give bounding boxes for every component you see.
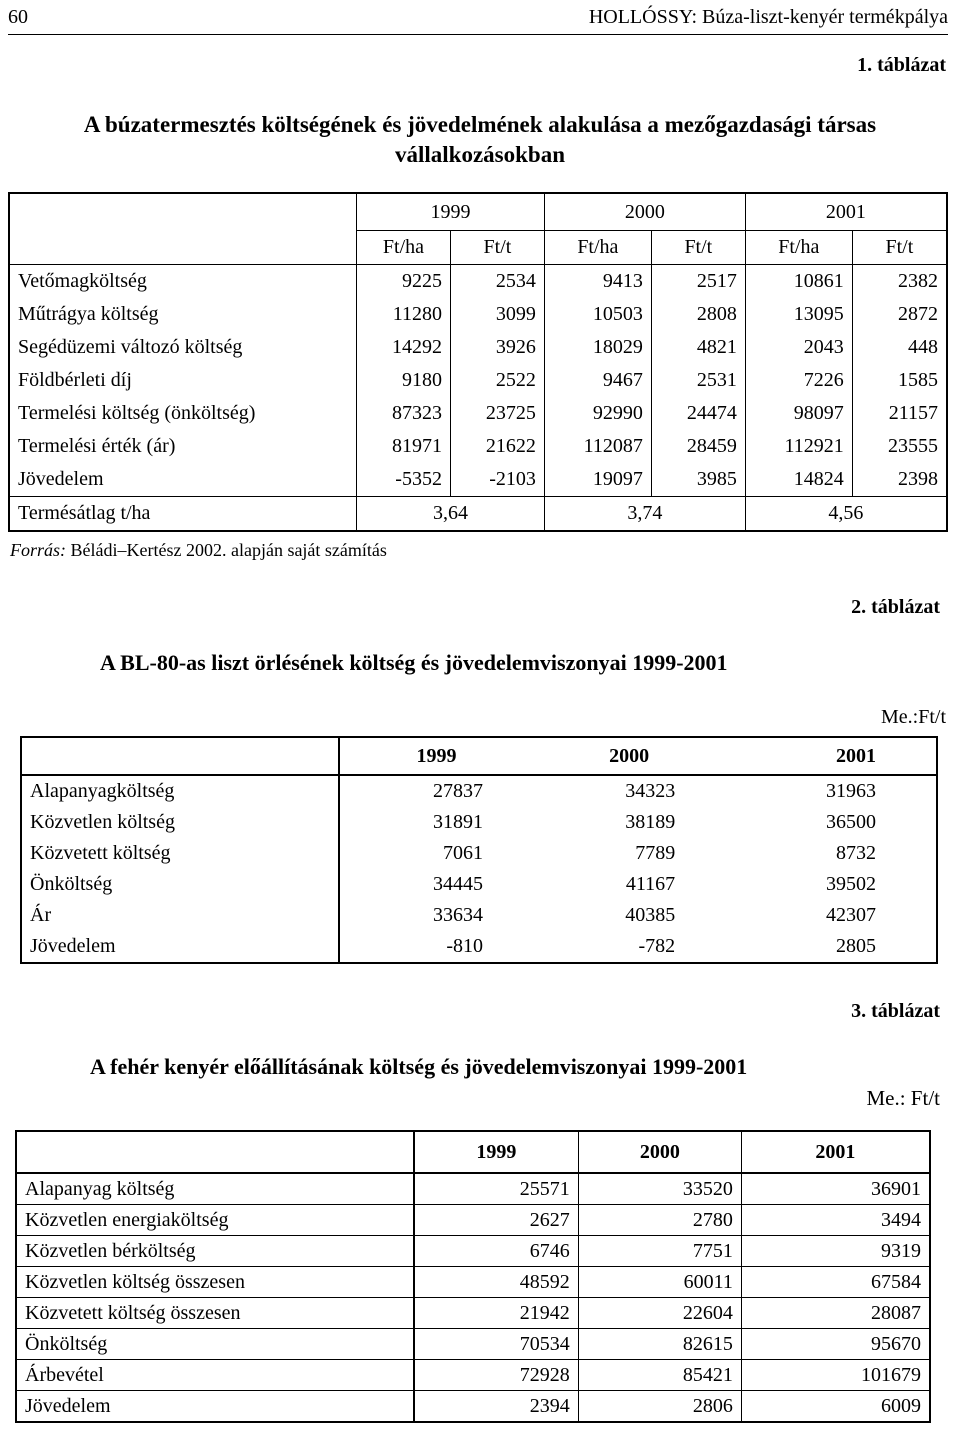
cell-value: 3926 (450, 331, 544, 364)
table3-unit: Me.: Ft/t (866, 1086, 940, 1110)
cell-value: 92990 (544, 397, 651, 430)
table-row (21, 931, 937, 963)
cell-value: 70534 (414, 1329, 578, 1360)
table-row (16, 1329, 930, 1360)
table-row (9, 265, 947, 299)
table-row (16, 1360, 930, 1391)
page-header (8, 4, 948, 35)
cell-value: 39502 (826, 873, 876, 895)
table1-year-2000: 2000 (544, 193, 745, 231)
cell-value: 34323 (625, 780, 676, 802)
table2-title: A BL-80-as liszt örlésének költség és jövedelemviszonyai 1999-2001 (100, 650, 728, 675)
cell-value: 2398 (898, 468, 938, 490)
cell-value: 7061 (442, 842, 483, 864)
row-label: Vetőmagköltség (9, 265, 357, 299)
row-label: Önköltség (16, 1329, 414, 1360)
row-label: Műtrágya költség (9, 298, 357, 331)
cell-value: 6009 (741, 1391, 930, 1423)
cell-value: 2382 (898, 270, 938, 292)
table1-unit: Ft/t (450, 231, 544, 265)
table1-unit: Ft/t (852, 231, 947, 265)
cell-value: 27837 (432, 780, 483, 802)
cell-value: 81971 (357, 430, 451, 463)
cell-value: 31963 (826, 780, 876, 802)
row-label: Jövedelem (9, 463, 357, 497)
row-label: Közvetlen bérköltség (16, 1236, 414, 1267)
cell-value: 95670 (741, 1329, 930, 1360)
table1-yield-2000: 3,74 (544, 497, 745, 532)
cell-value: 1585 (898, 369, 938, 391)
running-title: HOLLÓSSY: Búza-liszt-kenyér termékpálya (588, 6, 948, 28)
cell-value: 9225 (357, 265, 451, 299)
cell-value: 2627 (414, 1205, 578, 1236)
cell-value: 9467 (544, 364, 651, 397)
source-text: Béládi–Kertész 2002. alapján saját számítás (70, 540, 387, 560)
table2 (20, 736, 938, 964)
cell-value: 2780 (578, 1205, 741, 1236)
cell-value: 21622 (450, 430, 544, 463)
cell-value: 23555 (888, 435, 938, 457)
row-label: Közvetlen költség összesen (16, 1267, 414, 1298)
table1 (8, 192, 948, 532)
cell-value: 9413 (544, 265, 651, 299)
cell-value: 9180 (357, 364, 451, 397)
cell-value: 41167 (625, 873, 676, 895)
row-label: Alapanyag költség (16, 1173, 414, 1205)
cell-value: 25571 (414, 1173, 578, 1205)
table-row (16, 1173, 930, 1205)
row-label: Ár (21, 900, 339, 931)
cell-value: 67584 (741, 1267, 930, 1298)
cell-value: 34445 (432, 873, 483, 895)
table3-corner (16, 1131, 414, 1173)
table1-yield-2001: 4,56 (745, 497, 947, 532)
cell-value: 42307 (826, 904, 876, 926)
table3-header-row (16, 1131, 930, 1173)
cell-value: 2394 (414, 1391, 578, 1423)
table3-label: 3. táblázat (851, 1000, 940, 1022)
table1-yield-1999: 3,64 (357, 497, 545, 532)
table1-year-2001: 2001 (745, 193, 947, 231)
row-label: Önköltség (21, 869, 339, 900)
cell-value: 19097 (544, 463, 651, 497)
row-label: Közvetlen költség (21, 807, 339, 838)
table-row (16, 1267, 930, 1298)
table3 (15, 1130, 931, 1423)
row-label: Jövedelem (21, 931, 339, 963)
row-label: Földbérleti díj (9, 364, 357, 397)
table-row (21, 807, 937, 838)
table1-title-line1: A búzatermesztés költségének és jövedelmének alakulása a mezőgazdasági társas (83, 112, 877, 137)
table1-unit: Ft/ha (745, 231, 852, 265)
cell-value: 112921 (745, 430, 852, 463)
cell-value: -782 (638, 935, 676, 957)
cell-value: 2534 (450, 265, 544, 299)
cell-value: -810 (446, 935, 483, 957)
cell-value: 101679 (741, 1360, 930, 1391)
cell-value: 72928 (414, 1360, 578, 1391)
table3-year-2000: 2000 (578, 1131, 741, 1173)
table-row (21, 869, 937, 900)
cell-value: 10503 (544, 298, 651, 331)
table3-year-2001: 2001 (741, 1131, 930, 1173)
cell-value: 11280 (357, 298, 451, 331)
table1-yield-row (9, 497, 947, 532)
cell-value: 3985 (651, 463, 745, 497)
table1-label: 1. táblázat (857, 54, 946, 76)
table1-title-line2: vállalkozásokban (395, 142, 565, 167)
cell-value: 31891 (432, 811, 483, 833)
cell-value: 28459 (651, 430, 745, 463)
table-row (16, 1205, 930, 1236)
cell-value: 38189 (625, 811, 676, 833)
cell-value: 2805 (836, 935, 876, 957)
table1-unit: Ft/t (651, 231, 745, 265)
cell-value: 2808 (651, 298, 745, 331)
row-label: Közvetlen energiaköltség (16, 1205, 414, 1236)
table2-year-2001: 2001 (725, 737, 937, 775)
row-label: Termelési érték (ár) (9, 430, 357, 463)
cell-value: 85421 (578, 1360, 741, 1391)
cell-value: 6746 (414, 1236, 578, 1267)
cell-value: 2517 (651, 265, 745, 299)
cell-value: 8732 (836, 842, 876, 864)
cell-value: 33520 (578, 1173, 741, 1205)
table-row (9, 331, 947, 364)
cell-value: 40385 (625, 904, 676, 926)
cell-value: -5352 (357, 463, 451, 497)
cell-value: 4821 (651, 331, 745, 364)
cell-value: 21157 (888, 402, 938, 424)
row-label: Közvetett költség összesen (16, 1298, 414, 1329)
table3-year-1999: 1999 (414, 1131, 578, 1173)
cell-value: 22604 (578, 1298, 741, 1329)
cell-value: 7226 (745, 364, 852, 397)
cell-value: 36901 (741, 1173, 930, 1205)
table2-header-row (21, 737, 937, 775)
table-row (21, 900, 937, 931)
table1-title (0, 110, 960, 170)
cell-value: 33634 (432, 904, 483, 926)
table-row (21, 838, 937, 869)
table1-year-row (9, 193, 947, 231)
table-row (9, 364, 947, 397)
cell-value: 2043 (745, 331, 852, 364)
table1-corner (9, 193, 357, 265)
cell-value: 7751 (578, 1236, 741, 1267)
cell-value: 2531 (651, 364, 745, 397)
cell-value: 2806 (578, 1391, 741, 1423)
table-row (16, 1391, 930, 1423)
cell-value: 3494 (741, 1205, 930, 1236)
cell-value: 2522 (450, 364, 544, 397)
cell-value: 3099 (450, 298, 544, 331)
row-label: Alapanyagköltség (21, 775, 339, 807)
table-row (21, 775, 937, 807)
cell-value: 21942 (414, 1298, 578, 1329)
row-label: Segédüzemi változó költség (9, 331, 357, 364)
row-label: Termelési költség (önköltség) (9, 397, 357, 430)
table-row (9, 397, 947, 430)
cell-value: 14292 (357, 331, 451, 364)
cell-value: 28087 (741, 1298, 930, 1329)
table1-unit: Ft/ha (357, 231, 451, 265)
row-label: Közvetett költség (21, 838, 339, 869)
cell-value: 13095 (745, 298, 852, 331)
cell-value: 36500 (826, 811, 876, 833)
cell-value: 2872 (898, 303, 938, 325)
table1-source (10, 540, 387, 561)
table-row (9, 298, 947, 331)
cell-value: 448 (908, 336, 938, 358)
table2-year-1999: 1999 (339, 737, 533, 775)
cell-value: 60011 (578, 1267, 741, 1298)
cell-value: 98097 (745, 397, 852, 430)
page-number: 60 (8, 6, 28, 28)
table2-unit: Me.:Ft/t (880, 706, 946, 728)
table2-label: 2. táblázat (851, 596, 940, 618)
cell-value: 14824 (745, 463, 852, 497)
table1-year-1999: 1999 (357, 193, 545, 231)
table1-unit: Ft/ha (544, 231, 651, 265)
table1-yield-label: Termésátlag t/ha (9, 497, 357, 532)
cell-value: 112087 (544, 430, 651, 463)
cell-value: 87323 (357, 397, 451, 430)
table-row (16, 1236, 930, 1267)
cell-value: 10861 (745, 265, 852, 299)
cell-value: -2103 (450, 463, 544, 497)
cell-value: 23725 (450, 397, 544, 430)
row-label: Jövedelem (16, 1391, 414, 1423)
table2-corner (21, 737, 339, 775)
cell-value: 82615 (578, 1329, 741, 1360)
cell-value: 48592 (414, 1267, 578, 1298)
cell-value: 18029 (544, 331, 651, 364)
table2-year-2000: 2000 (533, 737, 725, 775)
cell-value: 9319 (741, 1236, 930, 1267)
table3-title: A fehér kenyér előállításának költség és jövedelemviszonyai 1999-2001 (90, 1054, 748, 1079)
source-prefix: Forrás: (10, 540, 67, 560)
cell-value: 7789 (635, 842, 676, 864)
cell-value: 24474 (651, 397, 745, 430)
table-row (9, 463, 947, 497)
table-row (9, 430, 947, 463)
row-label: Árbevétel (16, 1360, 414, 1391)
table-row (16, 1298, 930, 1329)
